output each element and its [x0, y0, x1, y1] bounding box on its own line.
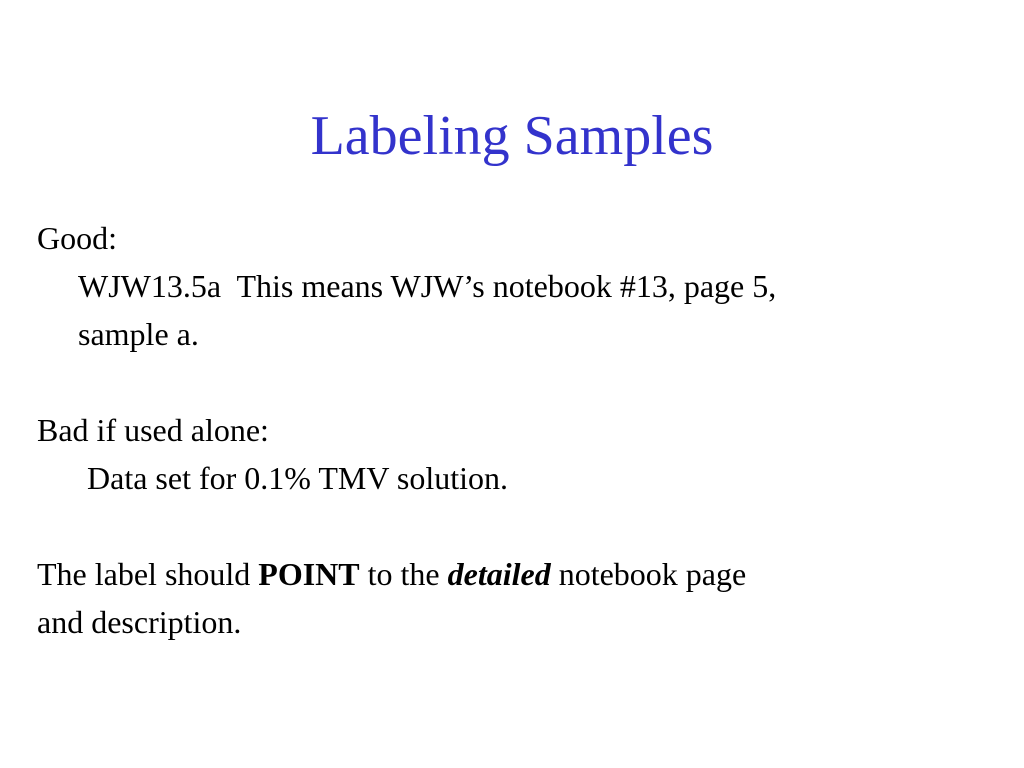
spacer	[37, 358, 997, 406]
conclusion-text-2: to the	[359, 556, 448, 592]
bad-heading: Bad if used alone:	[37, 412, 269, 448]
slide-body	[37, 214, 997, 646]
spacer	[37, 502, 997, 550]
conclusion-emphasis-detailed: detailed	[447, 556, 551, 592]
conclusion-text-1: The label should	[37, 556, 259, 592]
good-example-line-1: WJW13.5a This means WJW’s notebook #13, page 5,	[78, 268, 777, 304]
good-example-line-2: sample a.	[78, 316, 199, 352]
conclusion-line-2: and description.	[37, 604, 242, 640]
bad-example-line-1: Data set for 0.1% TMV solution.	[87, 460, 508, 496]
conclusion-emphasis-point: POINT	[258, 556, 360, 592]
good-heading: Good:	[37, 220, 117, 256]
conclusion-text-3: notebook page	[550, 556, 747, 592]
slide-title: Labeling Samples	[310, 105, 714, 167]
conclusion-line-1	[37, 550, 997, 598]
